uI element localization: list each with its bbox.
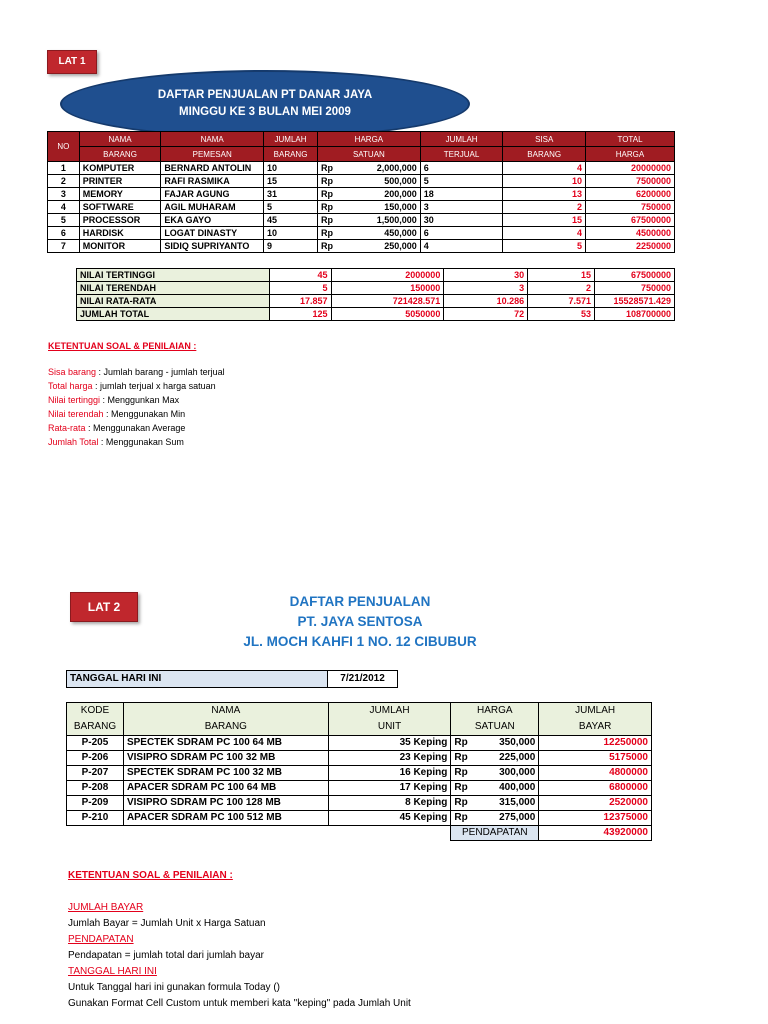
header-harga-2: SATUAN <box>474 721 515 732</box>
cell-jumlah-terjual: 18 <box>420 188 503 201</box>
ketentuan-key: Jumlah Total <box>48 437 99 447</box>
summary-sisa: 2 <box>528 282 595 295</box>
summary-total: 67500000 <box>595 269 675 282</box>
cell-jumlah-terjual: 4 <box>420 240 503 253</box>
pendapatan-value: 43920000 <box>539 826 652 841</box>
cell-nama-barang: PRINTER <box>79 175 161 188</box>
cell-jumlah-barang: 5 <box>264 201 318 214</box>
cell-nama: SPECTEK SDRAM PC 100 64 MB <box>123 736 328 751</box>
summary-terjual: 3 <box>444 282 528 295</box>
summary-jumlah: 5 <box>269 282 331 295</box>
cell-bayar: 12375000 <box>539 811 652 826</box>
lat2-badge: LAT 2 <box>70 592 138 622</box>
cell-bayar: 4800000 <box>539 766 652 781</box>
cell-unit: 16 Keping <box>328 766 451 781</box>
cell-kode: P-208 <box>67 781 124 796</box>
k-tanggal-title: TANGGAL HARI INI <box>68 966 157 977</box>
header-kode <box>67 703 124 736</box>
header-harga-satuan: HARGA <box>318 132 421 147</box>
cell-jumlah-terjual: 6 <box>420 227 503 240</box>
ketentuan-item <box>48 421 225 435</box>
summary-label: NILAI RATA-RATA <box>77 295 270 308</box>
cell-kode: P-210 <box>67 811 124 826</box>
cell-nama-barang: SOFTWARE <box>79 201 161 214</box>
cell-total-harga: 67500000 <box>585 214 674 227</box>
table-row <box>48 214 675 227</box>
cell-nama: VISIPRO SDRAM PC 100 32 MB <box>123 751 328 766</box>
cell-total-harga: 2250000 <box>585 240 674 253</box>
lat1-ketentuan-title-text: KETENTUAN SOAL & PENILAIAN : <box>48 341 197 351</box>
cell-jumlah-terjual: 6 <box>420 162 503 175</box>
cell-nama-pemesan: AGIL MUHARAM <box>161 201 264 214</box>
cell-harga-satuan: 150,000 <box>349 201 420 214</box>
summary-row <box>77 282 675 295</box>
cell-rp: Rp <box>451 736 473 751</box>
cell-total-harga: 4500000 <box>585 227 674 240</box>
pendapatan-spacer <box>67 826 451 841</box>
cell-rp: Rp <box>451 811 473 826</box>
cell-unit: 8 Keping <box>328 796 451 811</box>
lat2-ketentuan-title-text: KETENTUAN SOAL & PENILAIAN : <box>68 870 233 881</box>
summary-jumlah: 17.857 <box>269 295 331 308</box>
cell-nama-barang: KOMPUTER <box>79 162 161 175</box>
ketentuan-key: Rata-rata <box>48 423 86 433</box>
cell-sisa-barang: 4 <box>503 227 586 240</box>
lat2-ketentuan-title <box>68 868 233 884</box>
header-harga <box>451 703 539 736</box>
ketentuan-key: Total harga <box>48 381 93 391</box>
cell-total-harga: 7500000 <box>585 175 674 188</box>
cell-jumlah-terjual: 3 <box>420 201 503 214</box>
cell-bayar: 2520000 <box>539 796 652 811</box>
cell-harga-satuan: 250,000 <box>349 240 420 253</box>
header-jumlah-barang-2: BARANG <box>264 147 318 162</box>
summary-row <box>77 308 675 321</box>
cell-unit: 17 Keping <box>328 781 451 796</box>
header-harga-1: HARGA <box>477 705 513 716</box>
header-jumlah-barang: JUMLAH <box>264 132 318 147</box>
cell-harga: 300,000 <box>473 766 539 781</box>
cell-harga: 350,000 <box>473 736 539 751</box>
header-nama-pemesan-2: PEMESAN <box>161 147 264 162</box>
header-nama-2: BARANG <box>204 721 247 732</box>
lat1-header-row <box>48 132 675 147</box>
cell-kode: P-207 <box>67 766 124 781</box>
cell-kode: P-209 <box>67 796 124 811</box>
cell-sisa-barang: 4 <box>503 162 586 175</box>
summary-label: NILAI TERTINGGI <box>77 269 270 282</box>
summary-terjual: 72 <box>444 308 528 321</box>
lat1-title-line2: MINGGU KE 3 BULAN MEI 2009 <box>179 106 351 118</box>
cell-sisa-barang: 15 <box>503 214 586 227</box>
cell-nama-pemesan: EKA GAYO <box>161 214 264 227</box>
table-row <box>48 240 675 253</box>
cell-rp: Rp <box>318 188 350 201</box>
cell-no: 6 <box>48 227 80 240</box>
header-total-harga: TOTAL <box>585 132 674 147</box>
cell-rp: Rp <box>318 227 350 240</box>
cell-no: 4 <box>48 201 80 214</box>
cell-harga: 315,000 <box>473 796 539 811</box>
cell-bayar: 5175000 <box>539 751 652 766</box>
lat1-ketentuan-title <box>48 339 196 353</box>
cell-harga-satuan: 1,500,000 <box>349 214 420 227</box>
cell-sisa-barang: 5 <box>503 240 586 253</box>
lat2-sales-table <box>66 702 652 841</box>
cell-bayar: 6800000 <box>539 781 652 796</box>
cell-jumlah-barang: 31 <box>264 188 318 201</box>
lat2-header-row <box>67 703 652 736</box>
lat1-header-row-2 <box>48 147 675 162</box>
table-row <box>48 188 675 201</box>
summary-sisa: 53 <box>528 308 595 321</box>
cell-nama: APACER SDRAM PC 100 64 MB <box>123 781 328 796</box>
cell-no: 1 <box>48 162 80 175</box>
lat1-title-ellipse <box>60 70 470 138</box>
cell-sisa-barang: 10 <box>503 175 586 188</box>
lat1-ketentuan-list <box>48 365 225 449</box>
k-jumlah-bayar-desc: Jumlah Bayar = Jumlah Unit x Harga Satuan <box>68 918 266 929</box>
header-unit <box>328 703 451 736</box>
cell-nama: APACER SDRAM PC 100 512 MB <box>123 811 328 826</box>
table-row <box>67 781 652 796</box>
ketentuan-key: Sisa barang <box>48 367 97 377</box>
cell-rp: Rp <box>318 201 350 214</box>
k-pendapatan-title: PENDAPATAN <box>68 934 134 945</box>
cell-unit: 45 Keping <box>328 811 451 826</box>
cell-jumlah-barang: 45 <box>264 214 318 227</box>
lat1-title-line1: DAFTAR PENJUALAN PT DANAR JAYA <box>157 89 373 101</box>
cell-unit: 35 Keping <box>328 736 451 751</box>
cell-kode: P-205 <box>67 736 124 751</box>
summary-total: 108700000 <box>595 308 675 321</box>
table-row <box>67 811 652 826</box>
lat1-summary-table <box>76 268 675 321</box>
cell-kode: P-206 <box>67 751 124 766</box>
header-bayar-1: JUMLAH <box>575 705 616 716</box>
cell-harga: 275,000 <box>473 811 539 826</box>
summary-row <box>77 269 675 282</box>
cell-no: 2 <box>48 175 80 188</box>
header-kode-2: BARANG <box>73 721 117 732</box>
summary-harga: 150000 <box>331 282 444 295</box>
ketentuan-desc: : Menggunakan Average <box>85 423 186 433</box>
k-jumlah-bayar-title: JUMLAH BAYAR <box>68 902 144 913</box>
header-nama <box>123 703 328 736</box>
lat2-tanggal-table <box>66 670 398 688</box>
cell-nama: VISIPRO SDRAM PC 100 128 MB <box>123 796 328 811</box>
cell-total-harga: 20000000 <box>585 162 674 175</box>
cell-jumlah-terjual: 5 <box>420 175 503 188</box>
cell-nama-pemesan: BERNARD ANTOLIN <box>161 162 264 175</box>
header-sisa-barang: SISA <box>503 132 586 147</box>
header-kode-1: KODE <box>80 705 110 716</box>
pendapatan-row <box>67 826 652 841</box>
tanggal-label: TANGGAL HARI INI <box>67 671 328 688</box>
cell-nama-barang: MONITOR <box>79 240 161 253</box>
cell-sisa-barang: 13 <box>503 188 586 201</box>
table-row <box>67 751 652 766</box>
summary-total: 15528571.429 <box>595 295 675 308</box>
lat2-ketentuan-list <box>68 900 411 1012</box>
cell-nama: SPECTEK SDRAM PC 100 32 MB <box>123 766 328 781</box>
cell-harga: 225,000 <box>473 751 539 766</box>
k-tanggal-desc1: Untuk Tanggal hari ini gunakan formula Today () <box>68 982 280 993</box>
cell-nama-pemesan: RAFI RASMIKA <box>161 175 264 188</box>
cell-rp: Rp <box>318 175 350 188</box>
header-nama-1: NAMA <box>211 705 241 716</box>
lat2-title-line1: DAFTAR PENJUALAN <box>289 594 431 609</box>
header-nama-barang-2: BARANG <box>79 147 161 162</box>
cell-jumlah-barang: 10 <box>264 162 318 175</box>
header-jumlah-terjual: JUMLAH <box>420 132 503 147</box>
cell-harga: 400,000 <box>473 781 539 796</box>
cell-no: 7 <box>48 240 80 253</box>
cell-nama-barang: PROCESSOR <box>79 214 161 227</box>
summary-terjual: 30 <box>444 269 528 282</box>
ketentuan-desc: : Jumlah barang - jumlah terjual <box>96 367 225 377</box>
summary-harga: 2000000 <box>331 269 444 282</box>
header-nama-barang: NAMA <box>79 132 161 147</box>
cell-jumlah-barang: 10 <box>264 227 318 240</box>
table-row <box>48 162 675 175</box>
summary-label: NILAI TERENDAH <box>77 282 270 295</box>
cell-total-harga: 6200000 <box>585 188 674 201</box>
table-row <box>48 201 675 214</box>
header-no: NO <box>48 132 80 162</box>
cell-harga-satuan: 450,000 <box>349 227 420 240</box>
summary-label: JUMLAH TOTAL <box>77 308 270 321</box>
ketentuan-desc: : Menggunkan Max <box>100 395 180 405</box>
cell-rp: Rp <box>318 240 350 253</box>
cell-jumlah-barang: 9 <box>264 240 318 253</box>
ketentuan-desc: : jumlah terjual x harga satuan <box>92 381 216 391</box>
cell-rp: Rp <box>318 214 350 227</box>
cell-no: 3 <box>48 188 80 201</box>
lat2-title-line3: JL. MOCH KAHFI 1 NO. 12 CIBUBUR <box>243 634 477 649</box>
cell-sisa-barang: 2 <box>503 201 586 214</box>
cell-nama-barang: HARDISK <box>79 227 161 240</box>
header-harga-satuan-2: SATUAN <box>318 147 421 162</box>
summary-sisa: 7.571 <box>528 295 595 308</box>
summary-sisa: 15 <box>528 269 595 282</box>
k-tanggal-desc2: Gunakan Format Cell Custom untuk memberi kata "keping" pada Jumlah Unit <box>68 998 411 1009</box>
table-row <box>67 766 652 781</box>
summary-harga: 721428.571 <box>331 295 444 308</box>
ketentuan-item <box>48 365 225 379</box>
lat2-title-line2: PT. JAYA SENTOSA <box>297 614 423 629</box>
table-row <box>67 736 652 751</box>
tanggal-row <box>67 671 398 688</box>
table-row <box>48 175 675 188</box>
ketentuan-item <box>48 435 225 449</box>
cell-nama-barang: MEMORY <box>79 188 161 201</box>
table-row <box>48 227 675 240</box>
header-bayar <box>539 703 652 736</box>
ketentuan-desc: : Menggunakan Sum <box>98 437 184 447</box>
summary-jumlah: 45 <box>269 269 331 282</box>
ketentuan-item <box>48 407 225 421</box>
cell-nama-pemesan: LOGAT DINASTY <box>161 227 264 240</box>
lat1-sales-table <box>47 131 675 253</box>
cell-rp: Rp <box>451 766 473 781</box>
cell-rp: Rp <box>318 162 350 175</box>
cell-bayar: 12250000 <box>539 736 652 751</box>
ketentuan-desc: : Menggunakan Min <box>103 409 186 419</box>
header-jumlah-terjual-2: TERJUAL <box>420 147 503 162</box>
ketentuan-key: Nilai tertinggi <box>48 395 101 405</box>
cell-unit: 23 Keping <box>328 751 451 766</box>
summary-jumlah: 125 <box>269 308 331 321</box>
cell-harga-satuan: 200,000 <box>349 188 420 201</box>
ketentuan-item <box>48 393 225 407</box>
cell-jumlah-barang: 15 <box>264 175 318 188</box>
header-bayar-2: BAYAR <box>578 721 612 732</box>
summary-total: 750000 <box>595 282 675 295</box>
header-total-harga-2: HARGA <box>585 147 674 162</box>
ketentuan-key: Nilai terendah <box>48 409 104 419</box>
cell-rp: Rp <box>451 781 473 796</box>
cell-rp: Rp <box>451 751 473 766</box>
summary-row <box>77 295 675 308</box>
cell-rp: Rp <box>451 796 473 811</box>
cell-jumlah-terjual: 30 <box>420 214 503 227</box>
tanggal-value: 7/21/2012 <box>328 671 398 688</box>
cell-harga-satuan: 500,000 <box>349 175 420 188</box>
lat1-badge: LAT 1 <box>47 50 97 74</box>
cell-harga-satuan: 2,000,000 <box>349 162 420 175</box>
pendapatan-label: PENDAPATAN <box>451 826 539 841</box>
summary-harga: 5050000 <box>331 308 444 321</box>
ketentuan-item <box>48 379 225 393</box>
header-unit-1: JUMLAH <box>369 705 410 716</box>
header-unit-2: UNIT <box>377 721 402 732</box>
cell-nama-pemesan: FAJAR AGUNG <box>161 188 264 201</box>
cell-nama-pemesan: SIDIQ SUPRIYANTO <box>161 240 264 253</box>
cell-no: 5 <box>48 214 80 227</box>
cell-total-harga: 750000 <box>585 201 674 214</box>
table-row <box>67 796 652 811</box>
k-pendapatan-desc: Pendapatan = jumlah total dari jumlah bayar <box>68 950 264 961</box>
summary-terjual: 10.286 <box>444 295 528 308</box>
header-nama-pemesan: NAMA <box>161 132 264 147</box>
header-sisa-barang-2: BARANG <box>503 147 586 162</box>
